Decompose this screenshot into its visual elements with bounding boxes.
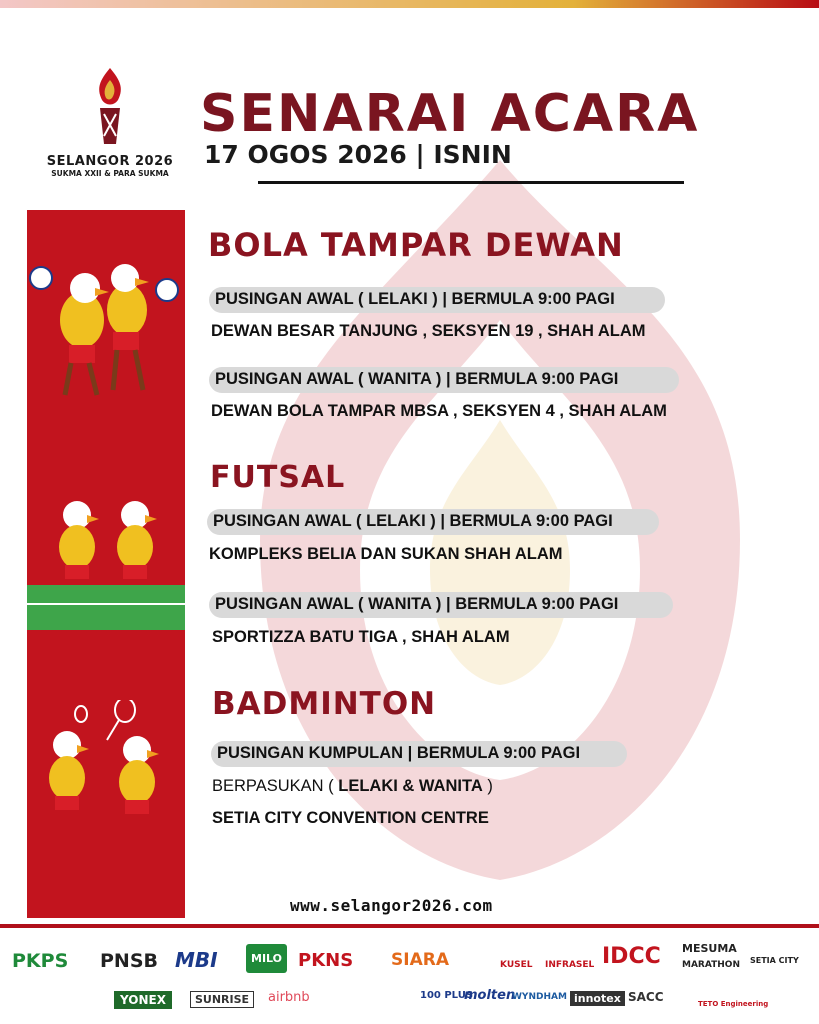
section-title-futsal: FUTSAL [210, 460, 346, 495]
event-date: 17 OGOS 2026 | ISNIN [204, 140, 512, 169]
event-venue: KOMPLEKS BELIA DAN SUKAN SHAH ALAM [209, 545, 563, 563]
sponsor-logo: INFRASEL [545, 960, 595, 970]
event-venue: SETIA CITY CONVENTION CENTRE [212, 809, 489, 827]
sponsor-logos [0, 928, 819, 1024]
torch-icon [90, 66, 130, 146]
volleyball-mascots-illustration [27, 250, 185, 410]
sponsor-logo: YONEX [114, 991, 172, 1009]
page-title: SENARAI ACARA [200, 84, 700, 144]
sponsor-logo: MBI [175, 948, 218, 972]
sponsor-logo: PNSB [100, 950, 158, 972]
sponsor-logo: SETIA CITY [750, 956, 799, 965]
sponsor-logo: IDCC [602, 944, 661, 969]
sponsor-logo: MARATHON [682, 960, 740, 970]
header-divider [258, 181, 684, 184]
sponsor-logo: TETO Engineering [698, 1000, 769, 1008]
event-round-pill: PUSINGAN AWAL ( LELAKI ) | BERMULA 9:00 PAGI [207, 509, 659, 535]
selangor-2026-logo [40, 66, 180, 186]
event-round-pill: PUSINGAN AWAL ( LELAKI ) | BERMULA 9:00 PAGI [209, 287, 665, 313]
event-venue-team [212, 777, 493, 796]
event-venue: SPORTIZZA BATU TIGA , SHAH ALAM [212, 628, 510, 646]
sponsor-logo: 100 PLUS [420, 990, 474, 1001]
venue-suffix: ) [482, 777, 493, 795]
sponsor-logo: airbnb [268, 990, 310, 1005]
sponsor-logo: MESUMA [682, 942, 737, 955]
event-round-pill: PUSINGAN AWAL ( WANITA ) | BERMULA 9:00 PAGI [209, 592, 673, 618]
event-round-pill: PUSINGAN AWAL ( WANITA ) | BERMULA 9:00 PAGI [209, 367, 679, 393]
sponsor-logo: PKPS [12, 950, 69, 972]
venue-category: LELAKI & WANITA [338, 777, 483, 795]
logo-brand-text: SELANGOR 2026 [46, 154, 174, 169]
event-round-pill: PUSINGAN KUMPULAN | BERMULA 9:00 PAGI [211, 741, 627, 767]
sponsor-logo: molten [464, 988, 516, 1003]
event-venue: DEWAN BESAR TANJUNG , SEKSYEN 19 , SHAH ALAM [211, 322, 646, 340]
sponsor-logo: innotex [570, 991, 625, 1006]
event-venue: DEWAN BOLA TAMPAR MBSA , SEKSYEN 4 , SHAH ALAM [211, 402, 667, 420]
sponsor-logo: SUNRISE [190, 991, 254, 1008]
sponsor-logo: WYNDHAM [512, 992, 567, 1002]
sponsor-logo: SACC [628, 990, 664, 1004]
venue-prefix: BERPASUKAN ( [212, 777, 339, 795]
mascot-banner [27, 210, 185, 918]
futsal-pitch-strip [27, 585, 185, 630]
sponsor-logo: SIARA [391, 950, 449, 970]
sponsor-logo: PKNS [298, 950, 354, 971]
section-title-badminton: BADMINTON [212, 686, 437, 722]
badminton-mascots-illustration [27, 700, 185, 830]
logo-subtitle-text: SUKMA XXII & PARA SUKMA [51, 169, 169, 178]
top-accent-bar [0, 0, 819, 8]
sponsor-logo: KUSEL [500, 960, 533, 970]
sponsor-logo: MILO [246, 944, 287, 973]
website-link[interactable]: www.selangor2026.com [290, 896, 493, 915]
section-title-bola-tampar: BOLA TAMPAR DEWAN [208, 226, 624, 264]
